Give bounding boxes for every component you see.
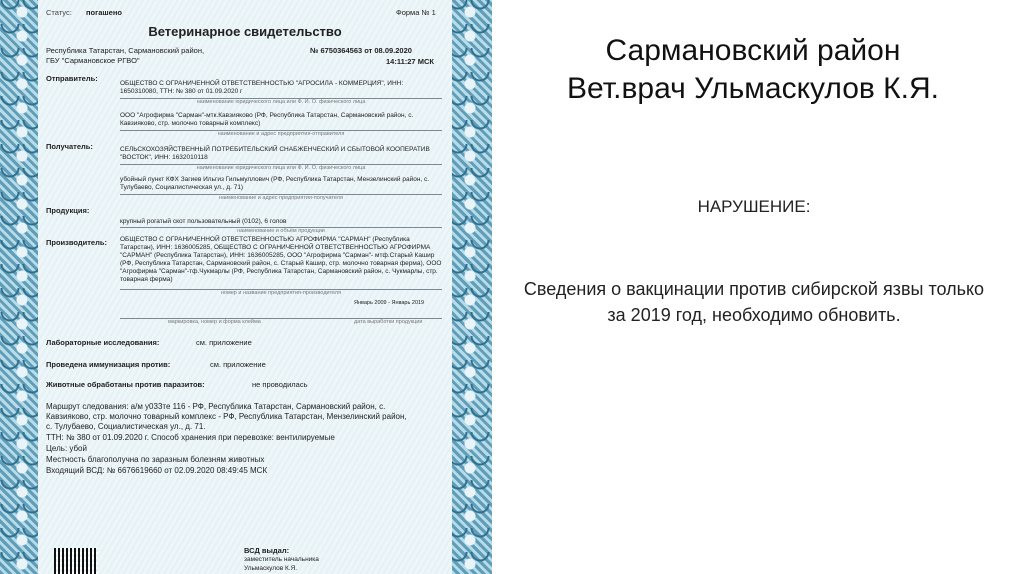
status-label: Статус: xyxy=(46,8,72,17)
veterinary-certificate-image xyxy=(0,0,492,574)
product-label: Продукция: xyxy=(46,206,90,215)
sender-org: ОБЩЕСТВО С ОГРАНИЧЕННОЙ ОТВЕТСТВЕННОСТЬЮ "АГРОСИЛА - КОММЕРЦИЯ", ИНН: 1650310080, ТТН: № 380 от 01.09.2020 г xyxy=(120,80,404,95)
incoming-vsd-line: Входящий ВСД: № 6676619660 от 02.09.2020 08:49:45 МСК xyxy=(46,466,268,475)
route-line1: Маршрут следования: а/м у033те 116 - РФ, Республика Татарстан, Сармановский район, с. xyxy=(46,402,386,411)
locality-line: Местность благополучна по заразным болезням животных xyxy=(46,455,265,464)
product-value: крупный рогатый скот пользовательный (0102), 6 голов xyxy=(120,218,287,225)
certificate-sheet xyxy=(38,0,452,574)
status-value: погашено xyxy=(86,8,122,17)
recipient-enterprise: убойный пункт КФХ Загиев Ильгиз Гильмуллович (РФ, Республика Татарстан, Мензелинский район, с. Тулубаево, Социалистическая ул., д. 71) xyxy=(120,176,430,191)
lab-label: Лабораторные исследования: xyxy=(46,338,160,347)
production-date: Январь 2009 - Январь 2019 xyxy=(354,300,425,306)
violation-heading: НАРУШЕНИЕ: xyxy=(697,197,811,216)
sender-org-hint: наименование юридического лица или Ф. И. О. физического лица xyxy=(196,99,366,105)
lab-value: см. приложение xyxy=(196,338,252,347)
parasite-value: не проводилась xyxy=(252,380,308,389)
producer-hint: номер и название предприятия-производителя xyxy=(220,290,342,296)
sender-enterprise: ООО "Агрофирма "Сарман"-мтк.Кавзияково (РФ, Республика Татарстан, Сармановский район, с. Кавзияково, стр. молочно товарный комплекс) xyxy=(120,112,414,127)
issued-by-position: заместитель начальника xyxy=(244,556,319,563)
form-number: Форма № 1 xyxy=(396,8,436,17)
issued-by-name: Ульмаскулов К.Я. xyxy=(244,565,298,572)
ttn-line: ТТН: № 380 от 01.09.2020 г. Способ хранения при перевозке: вентилируемые xyxy=(46,433,335,442)
violation-description: Сведения о вакцинации против сибирской язвы только за 2019 год, необходимо обновить. xyxy=(523,279,985,325)
certificate-time: 14:11:27 МСК xyxy=(386,57,434,66)
sender-label: Отправитель: xyxy=(46,74,98,83)
slide-title-line1: Сармановский район xyxy=(605,34,901,67)
issuer-line2: ГБУ "Сармановское РГВО" xyxy=(46,56,140,65)
recipient-enterprise-hint: наименование и адрес предприятия-получателя xyxy=(219,195,343,201)
producer-value: ОБЩЕСТВО С ОГРАНИЧЕННОЙ ОТВЕТСТВЕННОСТЬЮ АГРОФИРМА "САРМАН" (Республика Татарстан), ИНН: 1636005285, ОБЩЕСТВО С ОГРАНИЧЕННОЙ ОТВЕТСТВЕННОСТЬЮ АГРОФИРМА "САРМАН" (Республика Татарстан), ИНН: 1636005285, ООО "Агрофирма "Сарман"- мтф.Старый Кашир (РФ, Республика Татарстан, Сармановский район, с. Старый Кашир, стр. молочно товарная ферма), ООО "Агрофирма "Сарман"-тф.Чукмарлы (РФ, Республика Татарстан, Сармановский район, с. Чукмарлы, стр. товарная ферма) xyxy=(120,236,442,283)
recipient-org-hint: наименование юридического лица или Ф. И. О. физического лица xyxy=(196,165,366,171)
product-hint: наименование и объём продукции xyxy=(237,228,325,234)
purpose-line: Цель: убой xyxy=(46,444,87,453)
certificate-number: № 6750364563 от 08.09.2020 xyxy=(310,46,412,55)
date-hint: дата выработки продукции xyxy=(354,319,423,325)
parasite-label: Животные обработаны против паразитов: xyxy=(46,380,205,389)
route-line2: Кавзияково, стр. молочно товарный комплекс - РФ, Республика Татарстан, Мензелинский район, xyxy=(46,412,407,421)
producer-label: Производитель: xyxy=(46,238,107,247)
qr-code xyxy=(54,548,98,574)
immunization-label: Проведена иммунизация против: xyxy=(46,360,171,369)
immunization-value: см. приложение xyxy=(210,360,266,369)
slide-title xyxy=(528,32,978,108)
right-ornament-border xyxy=(448,0,492,574)
sender-enterprise-hint: наименование и адрес предприятия-отправителя xyxy=(217,131,345,137)
certificate-heading: Ветеринарное свидетельство xyxy=(148,24,342,39)
marking-hint: маркировка, номер и форма клейма xyxy=(168,319,261,325)
recipient-label: Получатель: xyxy=(46,142,93,151)
slide-title-line2: Вет.врач Ульмаскулов К.Я. xyxy=(567,72,939,105)
issuer-line1: Республика Татарстан, Сармановский район, xyxy=(46,46,205,55)
recipient-org: СЕЛЬСКОХОЗЯЙСТВЕННЫЙ ПОТРЕБИТЕЛЬСКИЙ СНАБЖЕНЧЕСКИЙ И СБЫТОВОЙ КООПЕРАТИВ "ВОСТОК", ИНН: 1632010118 xyxy=(120,146,430,161)
issued-by-label: ВСД выдал: xyxy=(244,546,290,555)
route-line3: с. Тулубаево, Социалистическая ул., д. 71. xyxy=(46,422,206,431)
